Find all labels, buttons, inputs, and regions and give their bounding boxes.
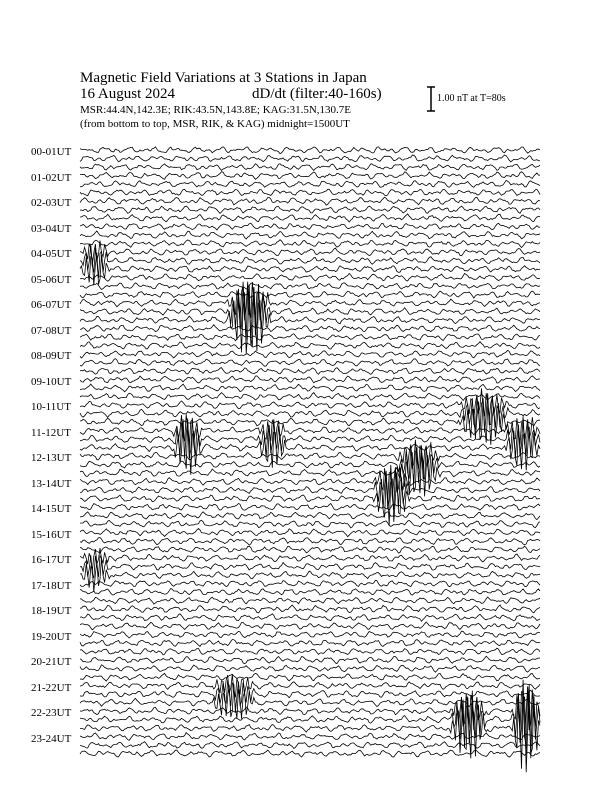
hour-label: 01-02UT — [31, 171, 72, 184]
hour-label: 18-19UT — [31, 605, 72, 617]
trace-msr — [80, 291, 540, 298]
trace-msr — [80, 597, 540, 604]
hour-label: 09-10UT — [31, 375, 72, 388]
hour-label: 00-01UT — [31, 146, 72, 158]
date-quantity-line — [80, 86, 382, 103]
trace-rik — [80, 555, 540, 578]
trace-kag — [80, 147, 540, 154]
trace-msr — [80, 285, 540, 354]
hour-label: 15-16UT — [31, 528, 72, 541]
hour-label: 03-04UT — [31, 222, 72, 235]
hour-label: 10-11UT — [31, 401, 71, 413]
chart-date: 16 August 2024 — [80, 86, 176, 102]
trace-msr — [80, 546, 540, 553]
hour-label: 12-13UT — [31, 452, 72, 464]
hour-label: 21-22UT — [31, 681, 72, 694]
trace-rik — [80, 588, 540, 595]
trace-rik — [80, 359, 540, 367]
hour-label: 23-24UT — [31, 732, 72, 745]
hour-label: 04-05UT — [31, 248, 72, 260]
hour-label: 22-23UT — [31, 707, 72, 719]
hour-label: 08-09UT — [31, 350, 72, 362]
hour-label: 13-14UT — [31, 477, 72, 490]
scale-bar — [426, 86, 436, 112]
trace-kag — [80, 529, 540, 537]
trace-kag — [80, 325, 540, 332]
trace-kag — [80, 197, 540, 205]
chart-title: Magnetic Field Variations at 3 Stations in Japan — [80, 70, 367, 86]
trace-rik — [80, 155, 540, 162]
trace-msr — [80, 164, 540, 171]
station-order-note: (from bottom to top, MSR, RIK, & KAG) midnight=1500UT — [80, 118, 350, 130]
trace-rik — [80, 640, 540, 647]
trace-msr — [80, 253, 540, 285]
hour-label: 02-03UT — [31, 197, 72, 209]
hour-label: 14-15UT — [31, 503, 72, 515]
trace-rik — [80, 384, 540, 392]
trace-kag — [80, 580, 540, 587]
trace-rik — [80, 283, 540, 290]
trace-msr — [80, 214, 540, 222]
trace-rik — [80, 665, 540, 672]
hour-label: 19-20UT — [31, 630, 72, 643]
hour-label: 16-17UT — [31, 554, 72, 566]
trace-msr — [80, 342, 540, 350]
trace-msr — [80, 189, 540, 196]
trace-rik — [80, 206, 540, 213]
trace-rik — [80, 334, 540, 341]
trace-kag — [80, 656, 540, 663]
chart-quantity: dD/dt (filter:40-160s) — [252, 86, 382, 102]
trace-msr — [80, 558, 540, 592]
station-coordinates: MSR:44.4N,142.3E; RIK:43.5N,143.8E; KAG:31.5N,130.7E — [80, 104, 352, 116]
trace-msr — [80, 673, 540, 681]
trace-rik — [80, 538, 540, 546]
hour-label: 06-07UT — [31, 299, 72, 311]
hour-label: 17-18UT — [31, 579, 72, 592]
trace-msr — [80, 240, 540, 248]
trace-msr — [80, 648, 540, 655]
hour-label: 20-21UT — [31, 656, 72, 668]
trace-kag — [80, 440, 540, 473]
hour-label: 05-06UT — [31, 273, 72, 286]
trace-rik — [80, 614, 540, 621]
trace-kag — [80, 414, 540, 447]
trace-kag — [80, 548, 540, 571]
trace-msr — [80, 622, 540, 630]
trace-rik — [80, 180, 540, 187]
trace-kag — [80, 274, 540, 282]
trace-kag — [80, 223, 540, 230]
trace-kag — [80, 172, 540, 180]
trace-kag — [80, 504, 540, 511]
trace-msr — [80, 368, 540, 375]
trace-kag — [80, 350, 540, 358]
hour-label: 07-08UT — [31, 324, 72, 337]
hour-label: 11-12UT — [31, 426, 71, 439]
trace-group — [80, 147, 540, 772]
trace-msr — [80, 520, 540, 528]
scale-label: 1.00 nT at T=80s — [437, 93, 506, 104]
trace-rik — [80, 512, 540, 520]
trace-rik — [80, 231, 540, 239]
trace-kag — [80, 631, 540, 638]
trace-kag — [80, 376, 540, 383]
trace-kag — [80, 605, 540, 613]
